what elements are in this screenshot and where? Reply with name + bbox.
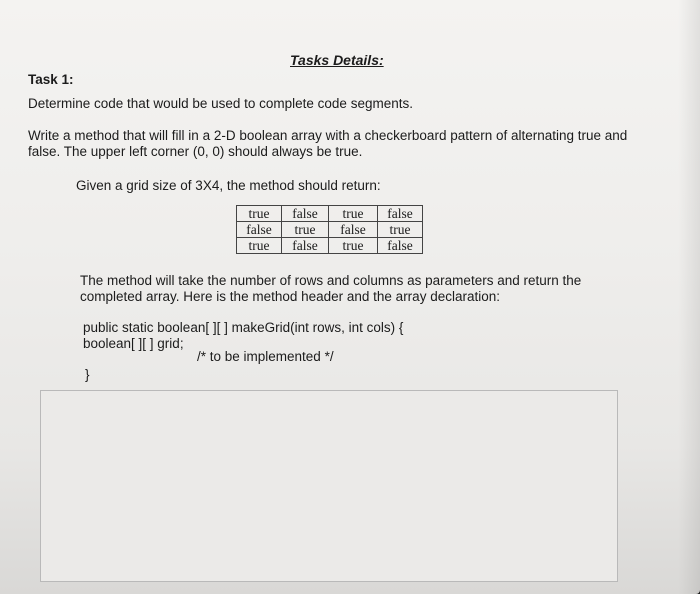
code-array-declaration: boolean[ ][ ] grid;	[83, 336, 184, 351]
answer-box[interactable]	[40, 390, 618, 582]
table-cell: true	[282, 222, 329, 238]
table-cell: false	[282, 238, 329, 254]
method-description: The method will take the number of rows and columns as parameters and return the completed array. Here is the method header and the array declaration:	[80, 273, 582, 304]
table-cell: false	[378, 238, 423, 254]
description-text: Write a method that will fill in a 2-D boolean array with a checkerboard pattern of alternating true and false. The upper left corner (0, 0) should always be true.	[28, 128, 628, 159]
instruction-text: Determine code that would be used to complete code segments.	[28, 96, 413, 111]
table-row	[237, 206, 423, 222]
page-title: Tasks Details:	[290, 52, 384, 68]
given-text: Given a grid size of 3X4, the method should return:	[76, 178, 381, 193]
table-cell: false	[329, 222, 378, 238]
table-cell: false	[282, 206, 329, 222]
table-cell: true	[329, 238, 378, 254]
code-method-header: public static boolean[ ][ ] makeGrid(int rows, int cols) {	[83, 320, 404, 335]
table-cell: true	[329, 206, 378, 222]
table-cell: true	[237, 206, 282, 222]
code-comment: /* to be implemented */	[197, 349, 334, 364]
table-cell: true	[378, 222, 423, 238]
table-cell: false	[237, 222, 282, 238]
table-row	[237, 238, 423, 254]
table-row	[237, 222, 423, 238]
code-closing-brace: }	[85, 367, 90, 382]
checkerboard-table	[236, 205, 423, 254]
table-cell: true	[237, 238, 282, 254]
page-edge-shadow	[678, 0, 700, 594]
task-label: Task 1:	[28, 72, 74, 87]
table-cell: false	[378, 206, 423, 222]
